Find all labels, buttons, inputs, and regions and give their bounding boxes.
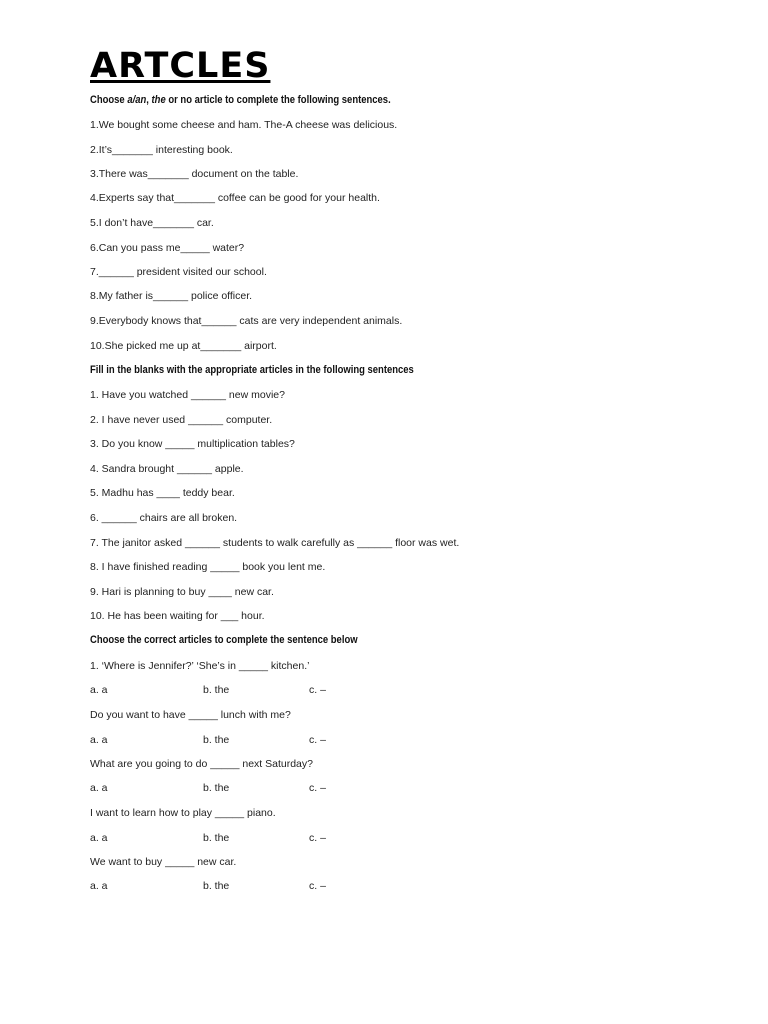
section-1-item: 4.Experts say that_______ coffee can be good for your health. <box>90 192 380 204</box>
section-2-item: 10. He has been waiting for ___ hour. <box>90 610 265 622</box>
option-a: a. a <box>90 734 108 746</box>
section-1-item: 10.She picked me up at_______ airport. <box>90 340 277 352</box>
option-b: b. the <box>203 734 230 746</box>
section-2-item: 5. Madhu has ____ teddy bear. <box>90 487 235 499</box>
section-2-item: 6. ______ chairs are all broken. <box>90 512 238 524</box>
page-title: ARTCLES <box>90 46 271 86</box>
section-1-item: 5.I don’t have_______ car. <box>90 217 214 229</box>
section-3-question: We want to buy _____ new car. <box>90 856 237 868</box>
section-1-item: 2.It’s_______ interesting book. <box>90 144 233 156</box>
section-1-heading <box>90 93 391 107</box>
section-2-item: 7. The janitor asked ______ students to walk carefully as ______ floor was wet. <box>90 537 460 549</box>
option-c: c. – <box>309 734 326 746</box>
section-2-item: 4. Sandra brought ______ apple. <box>90 463 244 475</box>
section-1-item: 7.______ president visited our school. <box>90 266 267 278</box>
option-c: c. – <box>309 782 326 794</box>
option-c: c. – <box>309 880 326 892</box>
option-a: a. a <box>90 684 108 696</box>
option-a: a. a <box>90 782 108 794</box>
section-1-item: 1.We bought some cheese and ham. The-A cheese was delicious. <box>90 119 398 131</box>
section-2-heading: Fill in the blanks with the appropriate articles in the following sentences <box>90 364 414 376</box>
section-1-heading-separator: , <box>146 94 152 106</box>
option-b: b. the <box>203 684 230 696</box>
section-3-question: Do you want to have _____ lunch with me? <box>90 709 291 721</box>
section-1-item: 3.There was_______ document on the table. <box>90 168 299 180</box>
option-b: b. the <box>203 880 230 892</box>
section-1-item: 9.Everybody knows that______ cats are very independent animals. <box>90 315 403 327</box>
section-1-item: 6.Can you pass me_____ water? <box>90 242 245 254</box>
option-a: a. a <box>90 832 108 844</box>
section-2-item: 3. Do you know _____ multiplication tables? <box>90 438 295 450</box>
option-c: c. – <box>309 832 326 844</box>
section-3-question: What are you going to do _____ next Saturday? <box>90 758 313 770</box>
section-3-question: I want to learn how to play _____ piano. <box>90 807 276 819</box>
section-2-item: 1. Have you watched ______ new movie? <box>90 389 285 401</box>
option-a: a. a <box>90 880 108 892</box>
section-1-item: 8.My father is______ police officer. <box>90 290 253 302</box>
section-2-item: 9. Hari is planning to buy ____ new car. <box>90 586 274 598</box>
section-3-question: 1. ‘Where is Jennifer?’ ‘She’s in _____ kitchen.’ <box>90 660 310 672</box>
section-2-item: 8. I have finished reading _____ book you lent me. <box>90 561 326 573</box>
section-1-heading-italic-the: the <box>151 94 166 106</box>
section-1-heading-tail: or no article to complete the following sentences. <box>165 94 391 106</box>
section-3-heading: Choose the correct articles to complete the sentence below <box>90 634 358 646</box>
section-1-heading-text: Choose <box>90 94 128 106</box>
option-b: b. the <box>203 832 230 844</box>
option-b: b. the <box>203 782 230 794</box>
option-c: c. – <box>309 684 326 696</box>
section-1-heading-italic-a-an: a/an <box>127 94 147 106</box>
section-2-item: 2. I have never used ______ computer. <box>90 414 273 426</box>
